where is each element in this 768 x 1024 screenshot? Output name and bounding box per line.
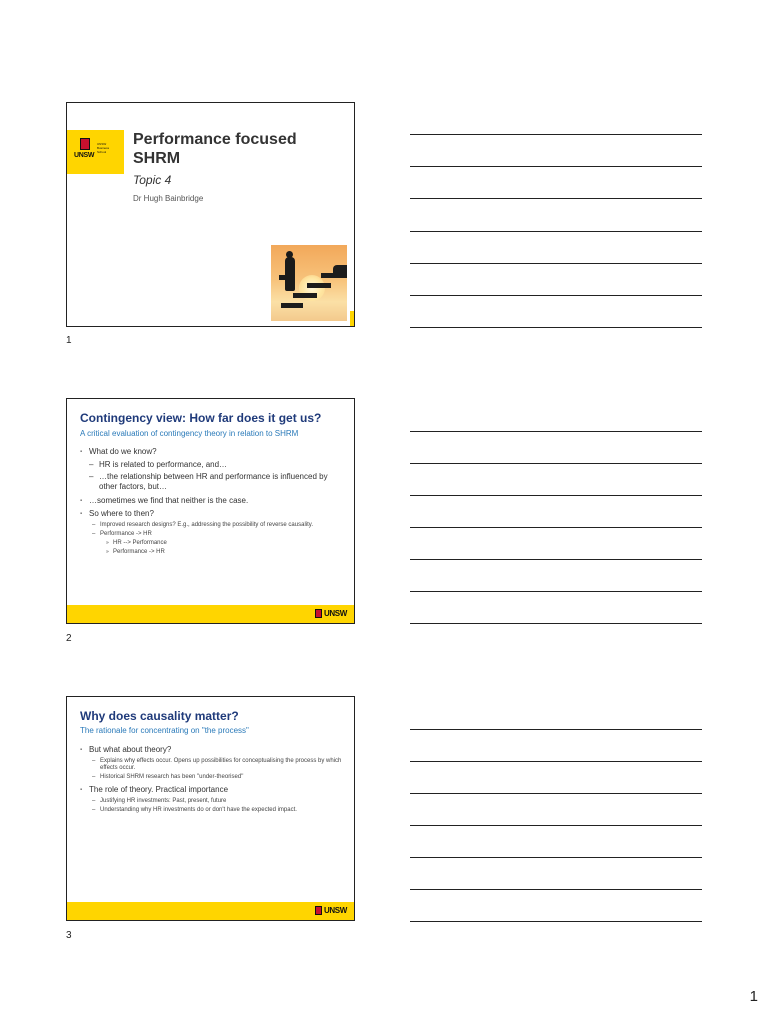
- slide-content: [80, 745, 346, 816]
- crest-icon: [315, 609, 322, 618]
- person-figure: [285, 257, 295, 291]
- note-line: [410, 761, 702, 762]
- unsw-logo: [315, 906, 349, 916]
- note-line: [410, 729, 702, 730]
- sub-sub-bullet: » Performance -> HR: [106, 549, 346, 556]
- stairs-photo: [271, 245, 347, 321]
- stair-step: [333, 265, 347, 273]
- page-number: 1: [749, 988, 758, 1005]
- slide-title: Performance focused SHRM: [133, 131, 297, 167]
- stair-step: [281, 303, 303, 308]
- note-line: [410, 527, 702, 528]
- note-line: [410, 166, 702, 167]
- slide-number: 1: [66, 335, 72, 346]
- slide-title: Contingency view: How far does it get us?: [80, 411, 322, 425]
- bullet: ▪ The role of theory. Practical importance: [80, 785, 346, 795]
- note-line: [410, 327, 702, 328]
- slide-footer: [67, 902, 354, 920]
- stair-step: [307, 283, 331, 288]
- bullet: ▪ So where to then?: [80, 509, 346, 519]
- note-line: [410, 134, 702, 135]
- note-line: [410, 295, 702, 296]
- bullet: ▪ But what about theory?: [80, 745, 346, 755]
- sub-bullet: – Improved research designs? E.g., addressing the possibility of reverse causality.: [92, 522, 346, 529]
- sub-bullet: – Performance -> HR: [92, 531, 346, 538]
- sub-bullet: – Explains why effects occur. Opens up possibilities for conceptualising the process by which effects occur.: [92, 758, 346, 772]
- note-line: [410, 231, 702, 232]
- note-line: [410, 263, 702, 264]
- slide-number: 2: [66, 633, 72, 644]
- logo-subtext: UNSW Business School: [97, 142, 110, 154]
- slide-title: Why does causality matter?: [80, 709, 239, 723]
- slide-subtitle: The rationale for concentrating on "the process": [80, 726, 249, 735]
- sub-bullet: – HR is related to performance, and…: [89, 460, 346, 470]
- logo-text: UNSW: [74, 152, 95, 159]
- yellow-edge: [350, 311, 354, 327]
- slide-author: Dr Hugh Bainbridge: [133, 194, 204, 203]
- note-line: [410, 889, 702, 890]
- briefcase-icon: [279, 275, 285, 280]
- slide-content: [80, 447, 346, 558]
- sub-bullet: – Historical SHRM research has been "under-theorised": [92, 774, 346, 781]
- slide-subtitle: A critical evaluation of contingency theory in relation to SHRM: [80, 429, 299, 438]
- note-line: [410, 793, 702, 794]
- note-line: [410, 198, 702, 199]
- note-line: [410, 431, 702, 432]
- bullet: ▪ What do we know?: [80, 447, 346, 457]
- bullet: ▪ …sometimes we find that neither is the case.: [80, 496, 346, 506]
- slide-footer: [67, 605, 354, 623]
- note-line: [410, 825, 702, 826]
- note-line: [410, 559, 702, 560]
- note-line: [410, 623, 702, 624]
- slide-number: 3: [66, 930, 72, 941]
- slide-1: [66, 102, 355, 327]
- crest-icon: [315, 906, 322, 915]
- note-line: [410, 463, 702, 464]
- stair-step: [321, 273, 347, 278]
- note-line: [410, 591, 702, 592]
- slide-2: [66, 398, 355, 624]
- slide-3: [66, 696, 355, 921]
- logo-block: [67, 130, 124, 174]
- unsw-logo: [73, 138, 117, 166]
- stair-step: [293, 293, 317, 298]
- logo-text: UNSW: [324, 906, 347, 915]
- note-line: [410, 921, 702, 922]
- sub-bullet: – Justifying HR investments: Past, present, future: [92, 798, 346, 805]
- sub-sub-bullet: » HR --> Performance: [106, 540, 346, 547]
- sub-bullet: – …the relationship between HR and performance is influenced by other factors, but…: [89, 472, 346, 492]
- slide-subtitle: Topic 4: [133, 173, 172, 187]
- note-line: [410, 495, 702, 496]
- note-line: [410, 857, 702, 858]
- logo-text: UNSW: [324, 609, 347, 618]
- unsw-logo: [315, 609, 349, 619]
- crest-icon: [80, 138, 90, 150]
- sub-bullet: – Understanding why HR investments do or don't have the expected impact.: [92, 807, 346, 814]
